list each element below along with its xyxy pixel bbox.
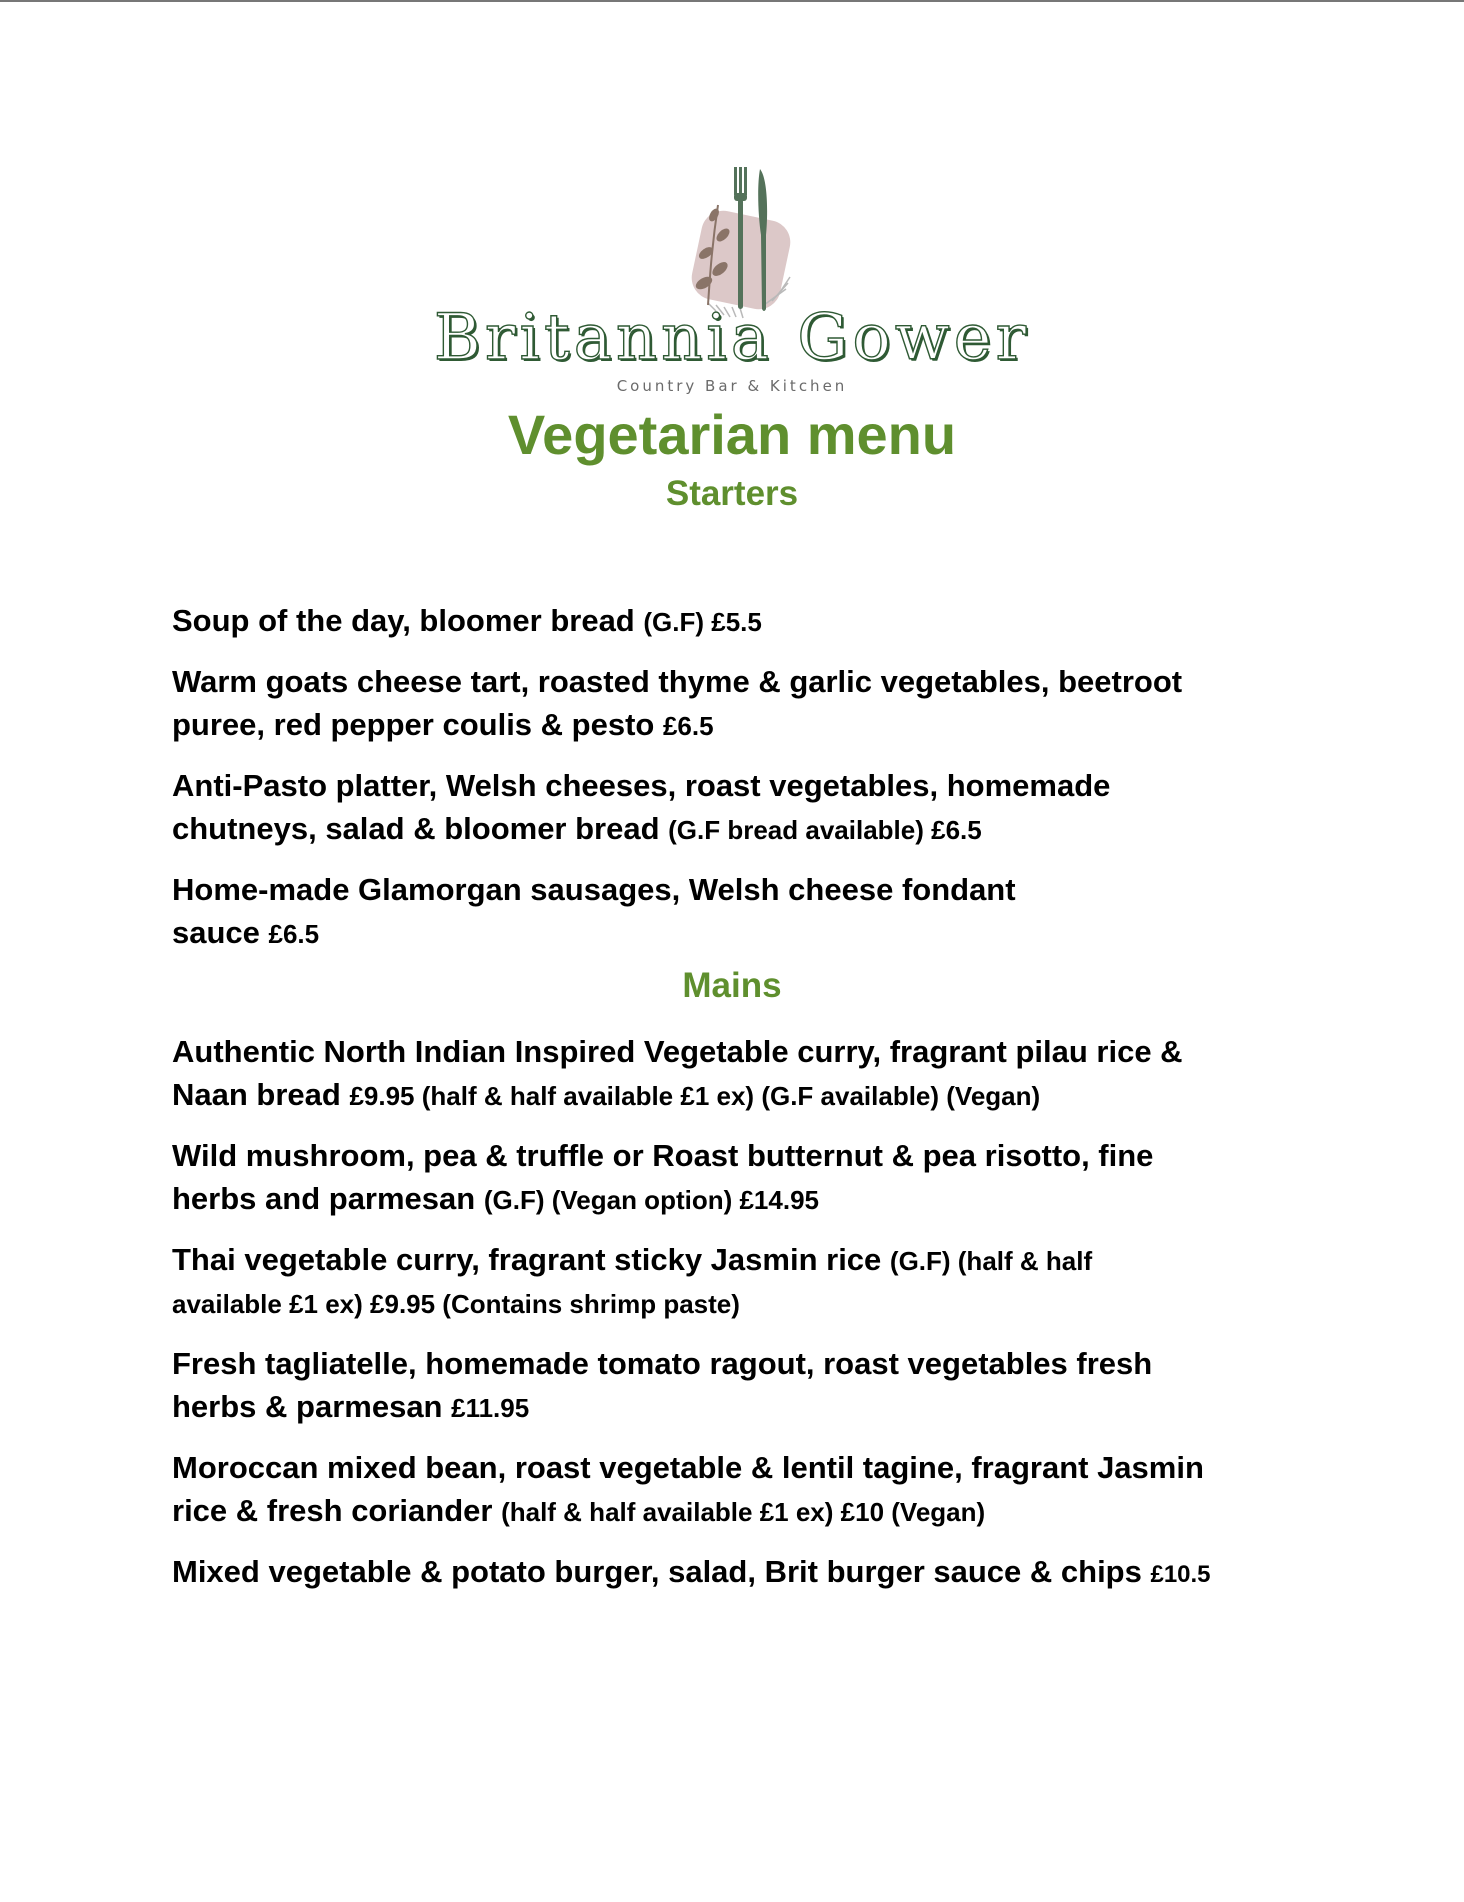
item-name: rice & fresh coriander: [172, 1493, 502, 1528]
item-detail: £11.95: [451, 1393, 530, 1423]
list-item: [172, 1447, 1302, 1533]
item-name: Naan bread: [172, 1077, 350, 1112]
list-item: [172, 600, 1302, 643]
item-name: Authentic North Indian Inspired Vegetable curry, fragrant pilau rice &: [172, 1034, 1183, 1069]
brand-name: Britannia Gower: [433, 301, 1031, 375]
list-item: [172, 869, 1302, 955]
menu-title: Vegetarian menu: [507, 403, 957, 466]
item-name: sauce: [172, 915, 269, 950]
item-detail: (G.F) (half & half: [889, 1246, 1093, 1276]
item-name: Warm goats cheese tart, roasted thyme & garlic vegetables, beetroot: [172, 664, 1183, 699]
item-name: Moroccan mixed bean, roast vegetable & lentil tagine, fragrant Jasmin: [172, 1450, 1204, 1485]
item-name: herbs and parmesan: [172, 1181, 484, 1216]
item-name: Wild mushroom, pea & truffle or Roast butternut & pea risotto, fine: [172, 1138, 1154, 1173]
mains-list: [172, 1031, 1302, 1596]
list-item: [172, 1343, 1302, 1429]
list-item: [172, 661, 1302, 747]
item-detail: (half & half available £1 ex) £10 (Vegan): [501, 1497, 986, 1527]
item-detail: £9.95 (half & half available £1 ex) (G.F available) (Vegan): [349, 1081, 1041, 1111]
list-item: [172, 1551, 1302, 1596]
item-detail: (G.F) £5.5: [643, 607, 762, 637]
item-name: herbs & parmesan: [172, 1389, 452, 1424]
item-detail: (G.F bread available) £6.5: [668, 815, 982, 845]
list-item: [172, 1031, 1302, 1117]
starters-heading: Starters: [665, 474, 799, 513]
item-detail: £6.5: [662, 711, 714, 741]
item-name: Thai vegetable curry, fragrant sticky Jasmin rice: [172, 1242, 890, 1277]
starters-list: [172, 600, 1302, 955]
list-item: [172, 765, 1302, 851]
item-detail: £10.5: [1150, 1561, 1211, 1588]
list-item: [172, 1239, 1302, 1325]
item-name: Fresh tagliatelle, homemade tomato ragout, roast vegetables fresh: [172, 1346, 1153, 1381]
item-detail: available £1 ex) £9.95 (Contains shrimp paste): [172, 1289, 740, 1319]
item-detail: (G.F) (Vegan option) £14.95: [483, 1185, 819, 1215]
item-name: puree, red pepper coulis & pesto: [172, 707, 663, 742]
item-name: Anti-Pasto platter, Welsh cheeses, roast vegetables, homemade: [172, 768, 1111, 803]
list-item: [172, 1135, 1302, 1221]
item-name: Soup of the day, bloomer bread: [172, 603, 644, 638]
brand-tagline: Country Bar & Kitchen: [616, 377, 848, 395]
item-name: Mixed vegetable & potato burger, salad, Brit burger sauce & chips: [172, 1554, 1151, 1589]
item-name: Home-made Glamorgan sausages, Welsh cheese fondant: [172, 872, 1016, 907]
mains-heading: Mains: [682, 966, 782, 1005]
item-detail: £6.5: [268, 919, 320, 949]
item-name: chutneys, salad & bloomer bread: [172, 811, 669, 846]
